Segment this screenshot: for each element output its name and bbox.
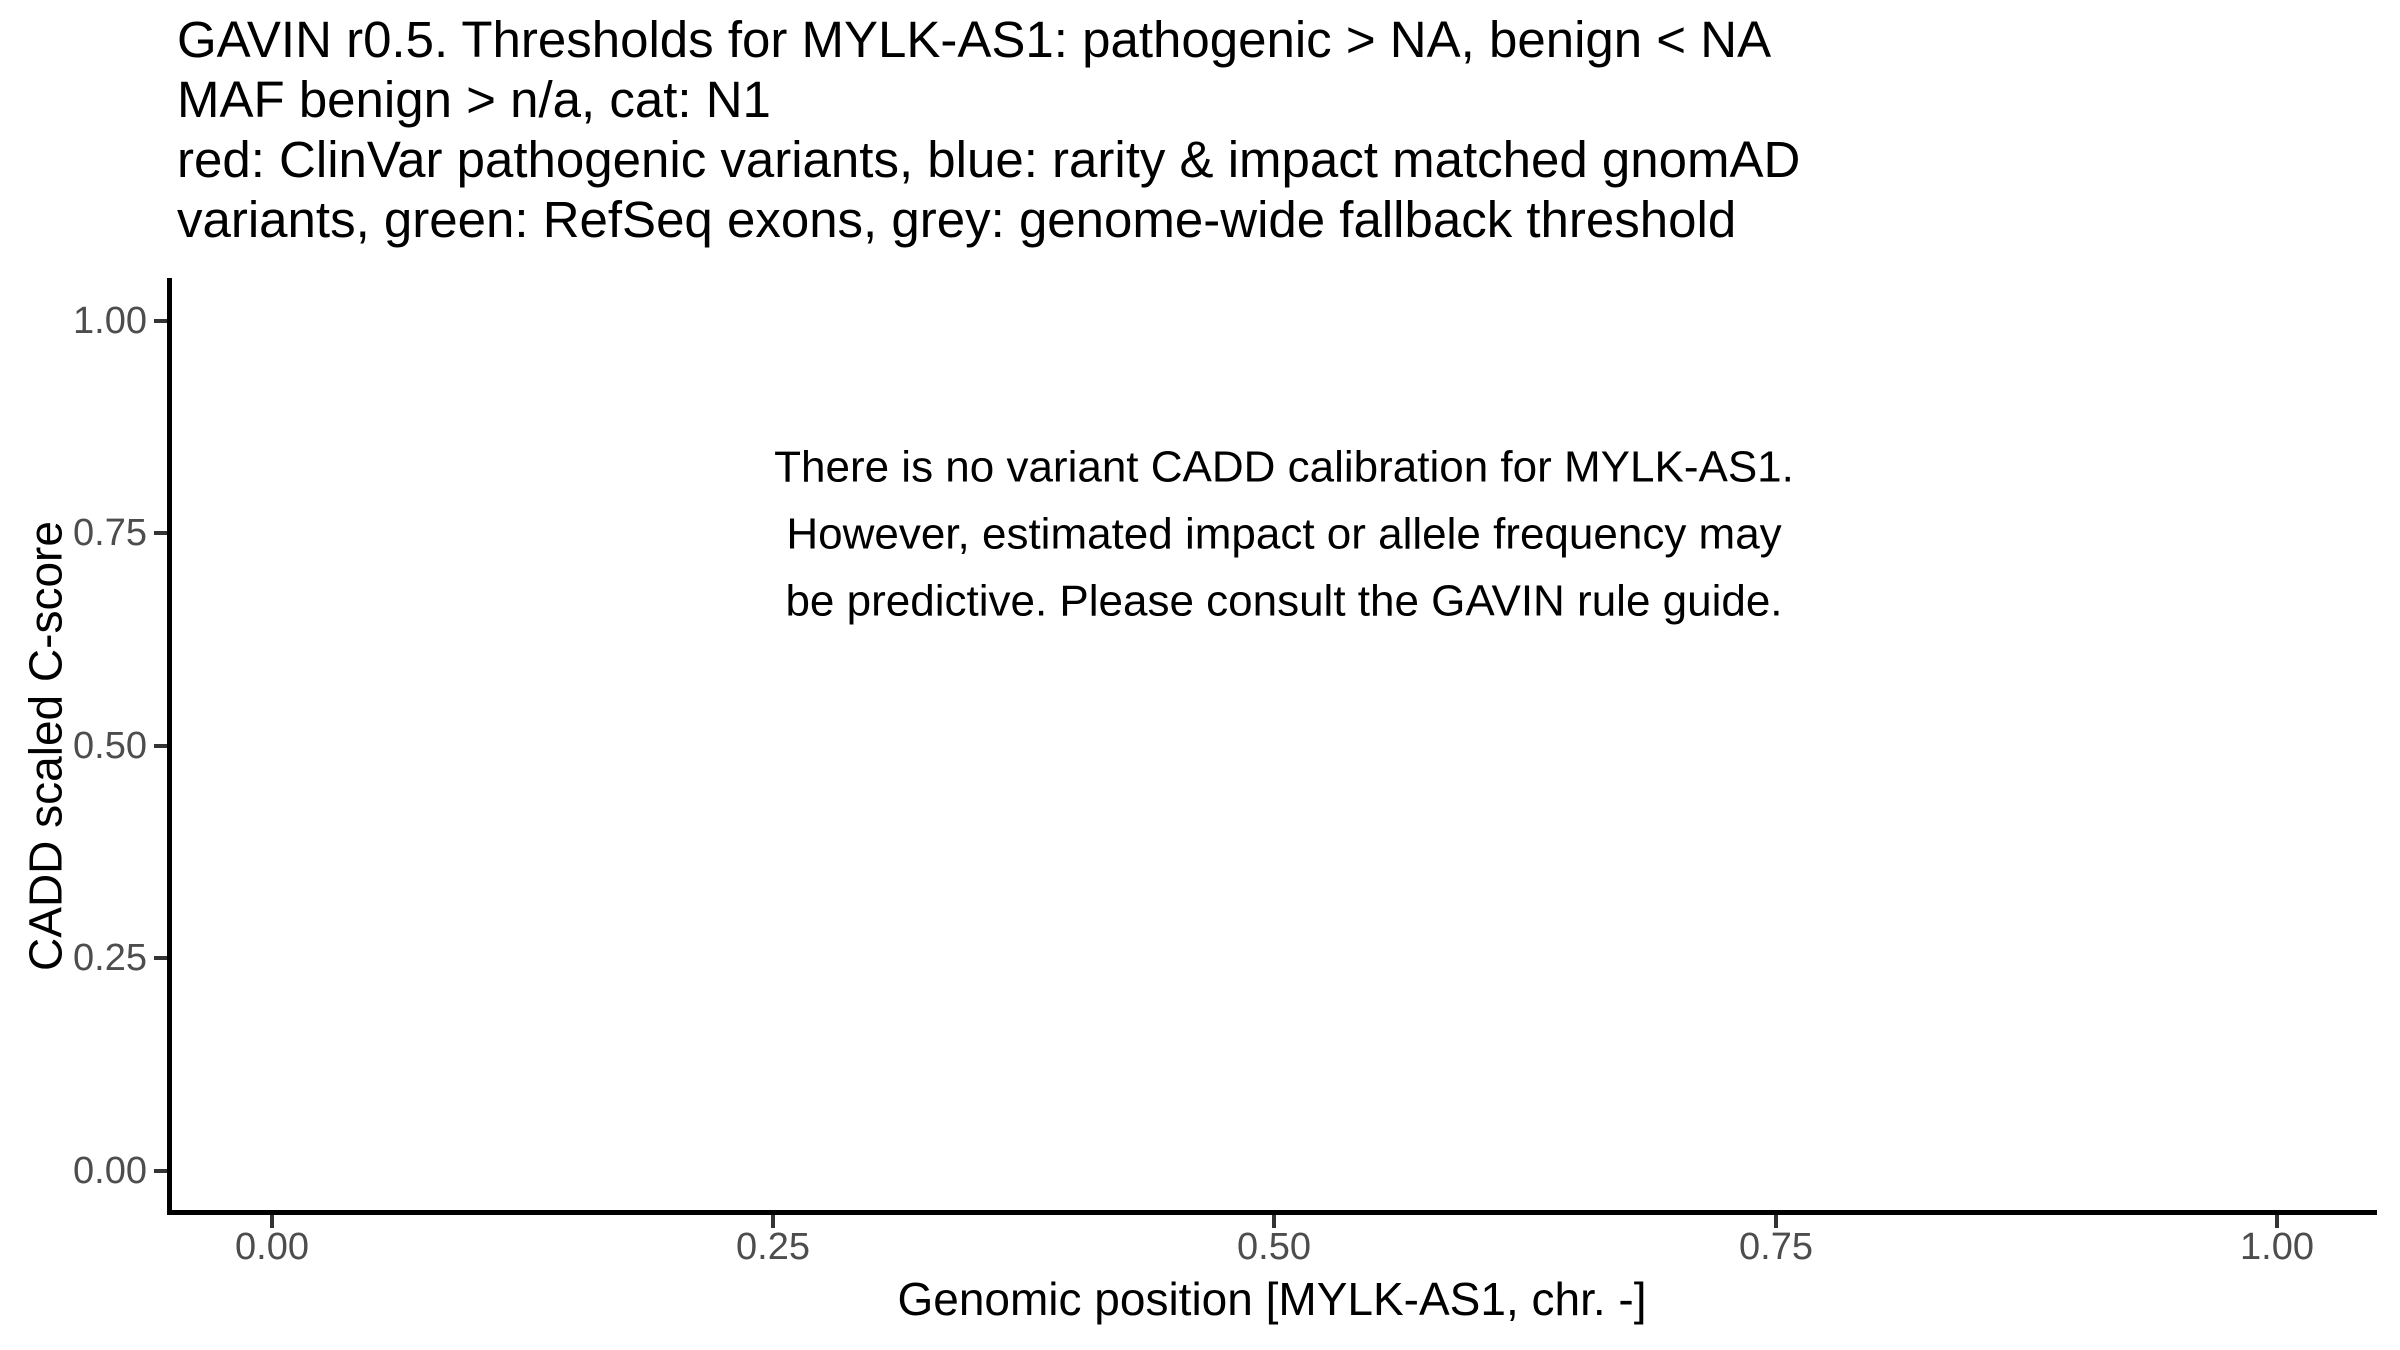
plot-panel <box>167 278 2377 1215</box>
x-tick-label: 1.00 <box>2240 1226 2314 1268</box>
x-tick-label: 0.75 <box>1739 1226 1813 1268</box>
chart-title <box>177 10 1800 250</box>
y-tick-label: 0.00 <box>73 1150 147 1192</box>
annotation-line-2: However, estimated impact or allele frequency may <box>786 509 1782 559</box>
y-tick-mark <box>154 744 167 748</box>
chart-title-line-1: GAVIN r0.5. Thresholds for MYLK-AS1: pathogenic > NA, benign < NA <box>177 11 1772 68</box>
x-tick-label: 0.25 <box>736 1226 810 1268</box>
y-axis-title: CADD scaled C-score <box>19 521 72 971</box>
y-tick-mark <box>154 319 167 323</box>
x-tick-label: 0.50 <box>1237 1226 1311 1268</box>
y-tick-mark <box>154 956 167 960</box>
annotation-line-3: be predictive. Please consult the GAVIN rule guide. <box>785 576 1783 626</box>
annotation-line-1: There is no variant CADD calibration for MYLK-AS1. <box>774 442 1794 492</box>
y-tick-mark <box>154 531 167 535</box>
chart-title-line-3: red: ClinVar pathogenic variants, blue: rarity & impact matched gnomAD <box>177 131 1801 188</box>
y-tick-label: 0.25 <box>73 937 147 979</box>
no-calibration-annotation <box>774 434 1794 635</box>
chart-title-line-2: MAF benign > n/a, cat: N1 <box>177 71 771 128</box>
chart-title-line-4: variants, green: RefSeq exons, grey: genome-wide fallback threshold <box>177 191 1737 248</box>
y-tick-label: 0.75 <box>73 512 147 554</box>
x-tick-label: 0.00 <box>235 1226 309 1268</box>
y-tick-mark <box>154 1169 167 1173</box>
y-tick-label: 1.00 <box>73 300 147 342</box>
x-axis-title: Genomic position [MYLK-AS1, chr. -] <box>897 1273 1647 1325</box>
y-tick-label: 0.50 <box>73 725 147 767</box>
